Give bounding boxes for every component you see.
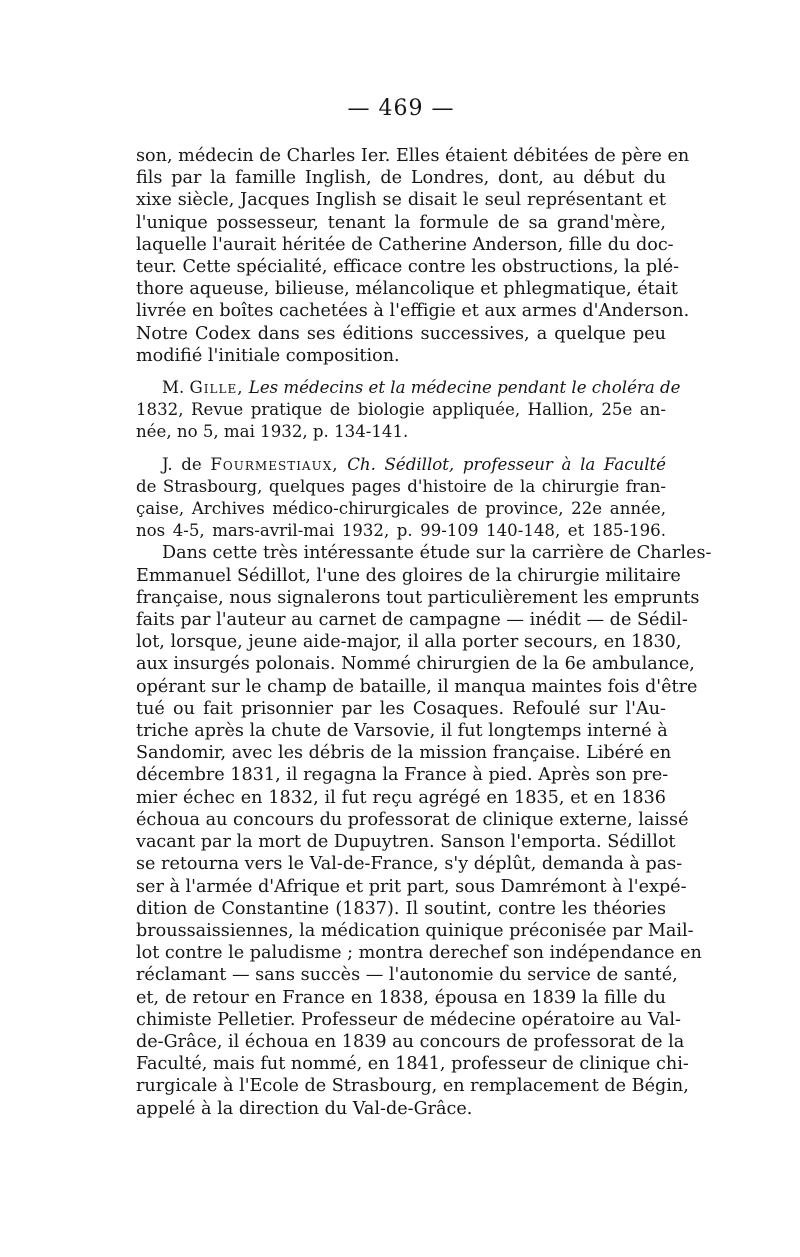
text-line: Emmanuel Sédillot, l'une des gloires de la chirurgie militaire (136, 565, 681, 586)
text-line: mier échec en 1832, il fut reçu agrégé en 1835, et en 1836 (136, 787, 666, 808)
author-initial: M. (162, 378, 185, 398)
text-line: xixe siècle, Jacques Inglish se disait le seul représentant et (136, 190, 666, 211)
text-line: modifié l'initiale composition. (136, 345, 400, 366)
reference-line: çaise, Archives médico-chirurgicales de province, 22e année, (136, 499, 666, 519)
paragraph-sedillot-career (136, 542, 712, 1119)
text-line: française, nous signalerons tout particulièrement les emprunts (136, 587, 700, 608)
text-line: de-Grâce, il échoua en 1839 au concours de professorat de la (136, 1031, 685, 1052)
text-line: triche après la chute de Varsovie, il fut longtemps interné à (136, 721, 668, 742)
reference-line: de Strasbourg, quelques pages d'histoire de la chirurgie fran- (136, 476, 666, 496)
reference-line (136, 454, 666, 476)
text-line: dition de Constantine (1837). Il soutint, contre les théories (136, 898, 666, 919)
reference-title: Ch. Sédillot, professeur à la Faculté (347, 454, 666, 474)
text-line: ser à l'armée d'Afrique et prit part, sous Damrémont à l'expé- (136, 876, 687, 897)
reference-line: née, no 5, mai 1932, p. 134-141. (136, 422, 409, 442)
text-line: appelé à la direction du Val-de-Grâce. (136, 1098, 473, 1119)
text-line: vacant par la mort de Dupuytren. Sanson l'emporta. Sédillot (136, 832, 676, 853)
reference-fourmestiaux (136, 454, 666, 543)
text-line: et, de retour en France en 1838, épousa en 1839 la fille du (136, 987, 666, 1008)
text-line: son, médecin de Charles Ier. Elles étaient débitées de père en (136, 146, 690, 166)
text-line: fils par la famille Inglish, de Londres, dont, au début du (136, 168, 666, 189)
text-line: rurgicale à l'Ecole de Strasbourg, en remplacement de Bégin, (136, 1076, 689, 1097)
text-line: lot contre le paludisme ; montra derechef son indépendance en (136, 943, 702, 964)
text-line: Faculté, mais fut nommé, en 1841, professeur de clinique chi- (136, 1054, 689, 1075)
text-line: échoua au concours du professorat de clinique externe, laissé (136, 809, 689, 830)
reference-line (136, 377, 681, 399)
text-line: Sandomir, avec les débris de la mission française. Libéré en (136, 743, 672, 764)
text-line: laquelle l'aurait héritée de Catherine Anderson, fille du doc- (136, 234, 674, 255)
text-line: opérant sur le champ de bataille, il manqua maintes fois d'être (136, 676, 698, 697)
text-line: réclamant — sans succès — l'autonomie du service de santé, (136, 965, 678, 986)
book-page (136, 96, 712, 1120)
text-line: faits par l'auteur au carnet de campagne — inédit — de Sédil- (136, 610, 688, 631)
text-line: thore aqueuse, bilieuse, mélancolique et phlegmatique, était (136, 279, 678, 300)
text-line: tué ou fait prisonnier par les Cosaques. Refoulé sur l'Au- (136, 698, 666, 719)
text-line: teur. Cette spécialité, efficace contre les obstructions, la plé- (136, 257, 680, 278)
text-line: l'unique possesseur, tenant la formule de sa grand'mère, (136, 212, 666, 233)
text-line: chimiste Pelletier. Professeur de médecine opératoire au Val- (136, 1009, 681, 1030)
page-number: — 469 — (347, 96, 455, 121)
author-name: Gille, (189, 378, 244, 398)
text-line: décembre 1831, il regagna la France à pied. Après son pre- (136, 765, 669, 786)
text-line: broussaissiennes, la médication quinique préconisée par Mail- (136, 920, 694, 941)
text-line: Notre Codex dans ses éditions successives, a quelque peu (136, 323, 666, 344)
text-line: livrée en boîtes cachetées à l'effigie et aux armes d'Anderson. (136, 301, 690, 322)
text-line: se retourna vers le Val-de-France, s'y déplût, demanda à pas- (136, 854, 683, 875)
author-initial: J. de (162, 454, 202, 474)
reference-line: 1832, Revue pratique de biologie appliquée, Hallion, 25e an- (136, 400, 666, 420)
reference-gille (136, 377, 681, 444)
reference-title: Les médecins et la médecine pendant le choléra de (248, 378, 681, 398)
paragraph-anderson-pills (136, 145, 690, 367)
reference-line: nos 4-5, mars-avril-mai 1932, p. 99-109 140-148, et 185-196. (136, 521, 666, 541)
text-line: Dans cette très intéressante étude sur la carrière de Charles- (162, 543, 712, 564)
text-line: lot, lorsque, jeune aide-major, il alla porter secours, en 1830, (136, 632, 682, 653)
author-name: Fourmestiaux, (210, 454, 339, 474)
text-line: aux insurgés polonais. Nommé chirurgien de la 6e ambulance, (136, 654, 695, 675)
